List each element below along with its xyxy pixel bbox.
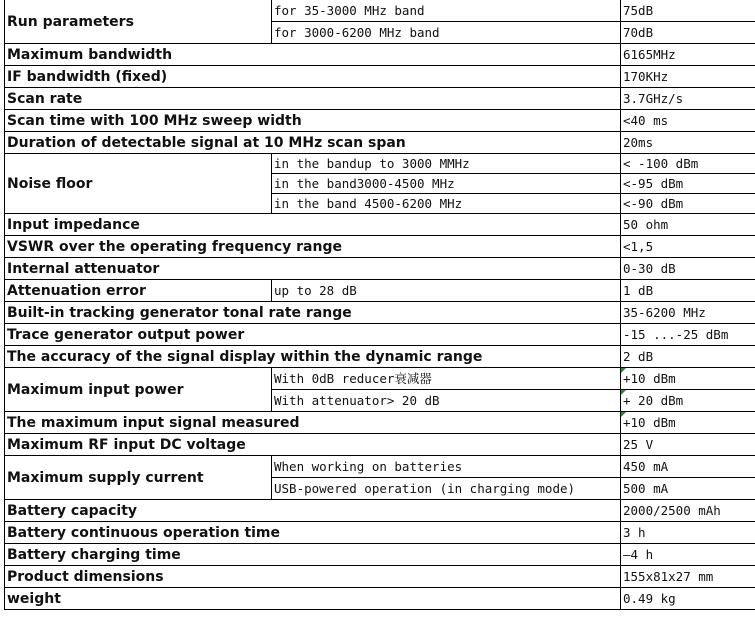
- value-cell: 6165MHz: [621, 44, 755, 66]
- param-label: Built-in tracking generator tonal rate range: [5, 302, 621, 324]
- condition-cell: for 3000-6200 MHz band: [272, 22, 621, 44]
- table-row: [5, 434, 755, 456]
- value-cell: 2000/2500 mAh: [621, 500, 755, 522]
- table-row: [5, 544, 755, 566]
- param-label: Scan time with 100 MHz sweep width: [5, 110, 621, 132]
- value-cell: <-90 dBm: [621, 194, 755, 214]
- value-cell: 170KHz: [621, 66, 755, 88]
- param-label: VSWR over the operating frequency range: [5, 236, 621, 258]
- condition-cell: With 0dB reducer衰减器: [272, 368, 621, 390]
- value-cell: 500 mA: [621, 478, 755, 500]
- value-cell: 450 mA: [621, 456, 755, 478]
- value-cell: 0.49 kg: [621, 588, 755, 610]
- param-label: Trace generator output power: [5, 324, 621, 346]
- table-row: [5, 44, 755, 66]
- condition-cell: in the band 4500-6200 MHz: [272, 194, 621, 214]
- table-row: [5, 236, 755, 258]
- value-cell: <1,5: [621, 236, 755, 258]
- param-label: The accuracy of the signal display within the dynamic range: [5, 346, 621, 368]
- value-cell: 20ms: [621, 132, 755, 154]
- condition-cell: in the band3000-4500 MHz: [272, 174, 621, 194]
- table-row: [5, 324, 755, 346]
- table-row: [5, 346, 755, 368]
- param-label: IF bandwidth (fixed): [5, 66, 621, 88]
- specifications-table: [4, 0, 755, 610]
- value-cell: +10 dBm: [621, 412, 755, 434]
- table-row: [5, 66, 755, 88]
- condition-cell: When working on batteries: [272, 456, 621, 478]
- value-cell: 70dB: [621, 22, 755, 44]
- value-cell: 3 h: [621, 522, 755, 544]
- table-row: [5, 280, 755, 302]
- param-label: Maximum bandwidth: [5, 44, 621, 66]
- table-row: [5, 412, 755, 434]
- table-row: [5, 368, 755, 390]
- table-row: [5, 0, 755, 22]
- table-row: [5, 110, 755, 132]
- table-row: [5, 88, 755, 110]
- param-label: weight: [5, 588, 621, 610]
- param-label: Internal attenuator: [5, 258, 621, 280]
- table-row: [5, 456, 755, 478]
- value-cell: 2 dB: [621, 346, 755, 368]
- param-label: Run parameters: [5, 0, 272, 44]
- table-row: [5, 302, 755, 324]
- param-label: Product dimensions: [5, 566, 621, 588]
- table-row: [5, 522, 755, 544]
- param-label: Attenuation error: [5, 280, 272, 302]
- value-cell: <40 ms: [621, 110, 755, 132]
- value-cell: 3.7GHz/s: [621, 88, 755, 110]
- param-label: Battery charging time: [5, 544, 621, 566]
- param-label: The maximum input signal measured: [5, 412, 621, 434]
- table-row: [5, 154, 755, 174]
- value-cell: -15 ...-25 dBm: [621, 324, 755, 346]
- value-cell: 25 V: [621, 434, 755, 456]
- table-row: [5, 500, 755, 522]
- value-cell: +10 dBm: [621, 368, 755, 390]
- condition-cell: in the bandup to 3000 MMHz: [272, 154, 621, 174]
- param-label: Scan rate: [5, 88, 621, 110]
- param-label: Noise floor: [5, 154, 272, 214]
- value-cell: <-95 dBm: [621, 174, 755, 194]
- value-cell: + 20 dBm: [621, 390, 755, 412]
- condition-cell: up to 28 dB: [272, 280, 621, 302]
- table-row: [5, 214, 755, 236]
- table-row: [5, 132, 755, 154]
- condition-cell: With attenuator> 20 dB: [272, 390, 621, 412]
- param-label: Battery continuous operation time: [5, 522, 621, 544]
- condition-cell: USB-powered operation (in charging mode): [272, 478, 621, 500]
- param-label: Maximum RF input DC voltage: [5, 434, 621, 456]
- value-cell: 50 ohm: [621, 214, 755, 236]
- value-cell: —4 h: [621, 544, 755, 566]
- value-cell: < -100 dBm: [621, 154, 755, 174]
- param-label: Input impedance: [5, 214, 621, 236]
- param-label: Maximum input power: [5, 368, 272, 412]
- value-cell: 155x81x27 mm: [621, 566, 755, 588]
- condition-cell: for 35-3000 MHz band: [272, 0, 621, 22]
- param-label: Maximum supply current: [5, 456, 272, 500]
- value-cell: 75dB: [621, 0, 755, 22]
- value-cell: 35-6200 MHz: [621, 302, 755, 324]
- value-cell: 1 dB: [621, 280, 755, 302]
- table-row: [5, 588, 755, 610]
- table-row: [5, 258, 755, 280]
- param-label: Battery capacity: [5, 500, 621, 522]
- value-cell: 0-30 dB: [621, 258, 755, 280]
- param-label: Duration of detectable signal at 10 MHz scan span: [5, 132, 621, 154]
- table-row: [5, 566, 755, 588]
